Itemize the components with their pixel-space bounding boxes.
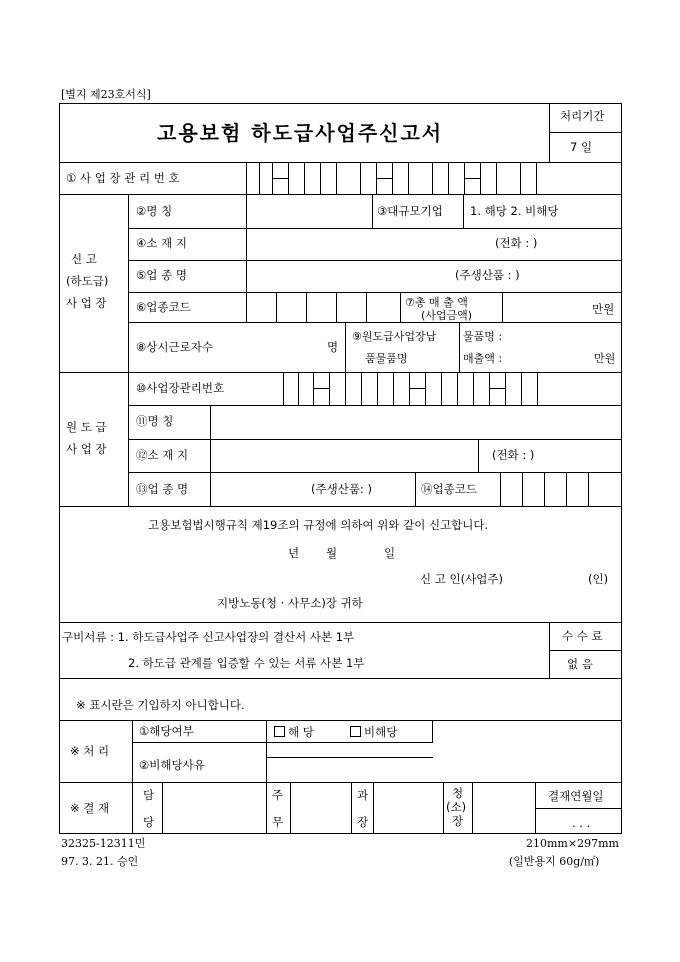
- paper-spec: (일반용지 60g/㎡): [509, 855, 600, 868]
- workers-unit: 명: [327, 340, 339, 354]
- reason-label: ②비해당사유: [139, 758, 205, 772]
- checkbox-icon[interactable]: [274, 726, 285, 737]
- attachment-item-2: 2. 하도급 관계를 입증할 수 있는 서류 사본 1부: [128, 656, 365, 670]
- sales-unit: 만원: [592, 302, 615, 316]
- approval-staff-1: 담: [143, 788, 155, 802]
- principal-address-label: ⑫소 재 지: [136, 448, 189, 462]
- approval-staff-2: 당: [143, 815, 155, 829]
- office-use-note: ※ 표시란은 기입하지 아니합니다.: [76, 698, 245, 712]
- date-month: 월: [326, 546, 338, 560]
- check-not-applicable[interactable]: 비해당: [350, 726, 397, 739]
- principal-industry-label: ⑬업 종 명: [136, 482, 189, 496]
- principal-mgmt-label: ⑩사업장관리번호: [136, 381, 225, 395]
- applicant-group-label-2: (하도급): [66, 274, 109, 288]
- date-day: 일: [384, 546, 396, 560]
- supply-goods-label-2: 품물품명: [365, 352, 408, 365]
- applicant-address-label: ④소 재 지: [136, 236, 187, 250]
- principal-group-label-2: 사 업 장: [66, 442, 107, 456]
- sales-label-2: (사업금액): [421, 309, 473, 322]
- applicant-phone-label: (전화 : ): [495, 236, 538, 250]
- addressee: 지방노동(청 · 사무소)장 귀하: [217, 596, 363, 610]
- signer-label: 신 고 인(사업주): [420, 572, 503, 586]
- approval-label: ※ 결 재: [70, 801, 110, 815]
- applicant-group-label-1: 신 고: [71, 252, 97, 266]
- approval-manager-1: 주: [272, 788, 284, 802]
- paper-size: 210mm×297mm: [526, 837, 619, 850]
- approval-date-label: 결재연월일: [548, 789, 604, 803]
- large-enterprise-label: ③대규모기업: [377, 204, 443, 218]
- principal-phone-label: (전화 : ): [492, 448, 535, 462]
- principal-main-product-label: (주생산품: ): [311, 482, 372, 496]
- workers-label: ⑧상시근로자수: [136, 340, 213, 354]
- approval-head-1: 청: [452, 786, 464, 800]
- processing-period-label: 처리기간: [560, 109, 605, 123]
- mgmt-number-label: ① 사 업 장 관 리 번 호: [66, 171, 180, 185]
- check-applicable[interactable]: 해 당: [274, 726, 314, 739]
- goods-sales-label: 매출액 :: [463, 352, 503, 365]
- approval-date-note: 97. 3. 21. 승인: [61, 855, 139, 868]
- applicant-main-product-label: (주생산품 : ): [455, 268, 520, 282]
- fee-value: 없 음: [567, 657, 593, 671]
- applicant-industry-field[interactable]: [247, 261, 447, 291]
- principal-code-label: ⑭업종코드: [421, 482, 477, 496]
- approval-manager-2: 무: [272, 815, 284, 829]
- attachment-item-1: 구비서류 : 1. 하도급사업주 신고사업장의 결산서 사본 1부: [62, 630, 355, 644]
- declaration-statement: 고용보험법시행규칙 제19조의 규정에 의하여 위와 같이 신고합니다.: [148, 518, 489, 532]
- form-code: 32325-12311민: [61, 837, 146, 850]
- applicant-code-label: ⑥업종코드: [136, 300, 191, 314]
- approval-section-1: 과: [357, 788, 369, 802]
- applicant-address-field[interactable]: [247, 229, 487, 259]
- goods-sales-unit: 만원: [594, 352, 616, 365]
- applicant-industry-label: ⑤업 종 명: [136, 268, 187, 282]
- date-year: 년: [288, 546, 300, 560]
- principal-name-label: ⑪명 칭: [136, 414, 174, 428]
- applicable-label: ①해당여부: [139, 724, 194, 738]
- applicant-name-field[interactable]: [247, 195, 371, 227]
- large-enterprise-options[interactable]: 1. 해당 2. 비해당: [470, 204, 559, 218]
- principal-address-field[interactable]: [211, 440, 477, 471]
- goods-name-label: 물품명 :: [463, 330, 503, 343]
- sales-label-1: ⑦총 매 출 액: [405, 296, 468, 309]
- page-title: 고용보험 하도급사업주신고서: [157, 121, 444, 145]
- principal-code-boxes[interactable]: [501, 473, 621, 505]
- supply-goods-label-1: ⑨원도급사업장납: [352, 330, 437, 343]
- principal-mgmt-boxes[interactable]: [268, 373, 548, 404]
- applicant-code-boxes[interactable]: [247, 293, 399, 321]
- applicant-group-label-3: 사 업 장: [66, 296, 107, 310]
- seal-mark: (인): [588, 572, 609, 586]
- processing-period-value: 7 일: [570, 140, 593, 154]
- applicant-name-label: ②명 칭: [136, 204, 173, 218]
- form-label: [별지 제23호서식]: [61, 88, 151, 101]
- principal-group-label-1: 원 도 급: [66, 420, 107, 434]
- approval-section-2: 장: [357, 815, 369, 829]
- approval-head-2: (소): [446, 800, 467, 814]
- approval-head-3: 장: [452, 814, 464, 828]
- reason-field[interactable]: [267, 743, 431, 781]
- fee-label: 수 수 료: [562, 629, 603, 643]
- approval-date-value: . . .: [572, 816, 591, 830]
- processing-label: ※ 처 리: [70, 744, 110, 758]
- checkbox-icon[interactable]: [350, 726, 361, 737]
- principal-name-field[interactable]: [211, 406, 621, 438]
